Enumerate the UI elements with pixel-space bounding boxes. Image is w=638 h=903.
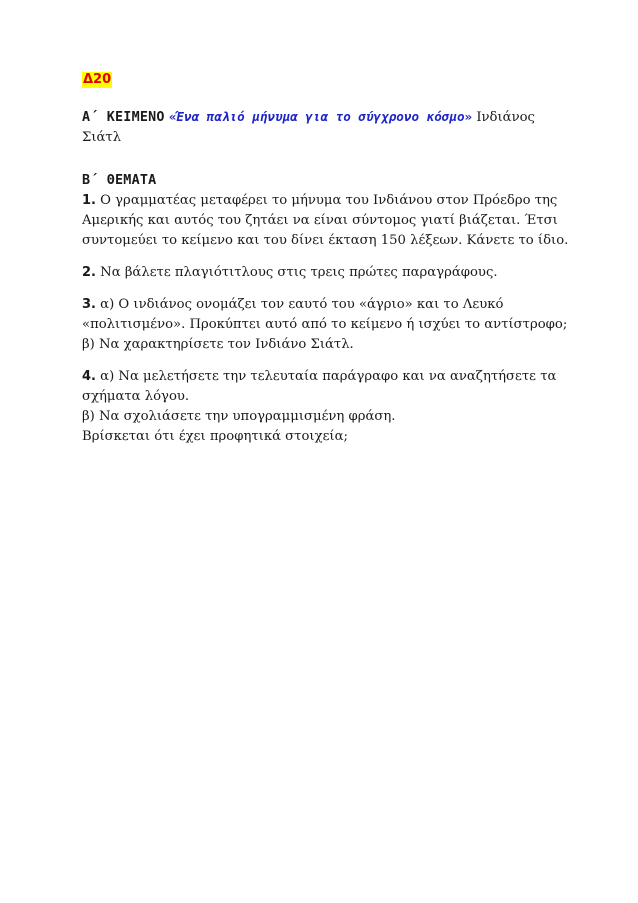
question-4-text-3: β) Να σχολιάσετε την υπογραμμισμένη φράση. [82, 409, 396, 424]
section-a [82, 107, 562, 148]
author-first-word: Ινδιάνος [472, 110, 535, 125]
question-3-number: 3. [82, 297, 96, 312]
question-4-number: 4. [82, 369, 96, 384]
question-2-number: 2. [82, 265, 96, 280]
question-3 [82, 295, 568, 355]
text-title [169, 109, 472, 124]
question-4-text-2: σχήματα λόγου. [82, 389, 190, 404]
author-second-word: Σιάτλ [82, 130, 122, 145]
question-1-number: 1. [82, 193, 96, 208]
question-1-line-1 [82, 191, 562, 211]
section-b [82, 171, 569, 447]
question-4-text-1: α) Να μελετήσετε την τελευταία παράγραφο και να αναζητήσετε τα [95, 369, 557, 384]
doc-code-row [82, 70, 562, 90]
section-a-heading: Α΄ ΚΕΙΜΕΝΟ [82, 110, 165, 125]
question-3-text-3: β) Να χαρακτηρίσετε τον Ινδιάνο Σιάτλ. [82, 337, 354, 352]
question-2-line-1 [82, 263, 562, 283]
question-3-text-2: «πολιτισμένο». Προκύπτει αυτό από το κείμενο ή ισχύει το αντίστροφο; [82, 317, 568, 332]
quote-open-mark: « [168, 109, 177, 124]
question-4 [82, 367, 562, 447]
question-2-text-1: Να βάλετε πλαγιότιτλους στις τρεις πρώτες παραγράφους. [95, 265, 498, 280]
question-4-text-4: Βρίσκεται ότι έχει προφητικά στοιχεία; [82, 429, 348, 444]
question-1-text-1: Ο γραμματέας μεταφέρει το μήνυμα του Ινδιάνου στον Πρόεδρο της [95, 193, 558, 208]
question-3-text-1: α) Ο ινδιάνος ονομάζει τον εαυτό του «άγριο» και το Λευκό [95, 297, 504, 312]
question-4-line-1 [82, 367, 562, 387]
quote-close-mark: » [464, 109, 473, 124]
question-1-text-3: συντομεύει το κείμενο και του δίνει έκταση 150 λέξεων. Κάνετε το ίδιο. [82, 233, 569, 248]
doc-code-label: Δ20 [83, 72, 112, 87]
question-2 [82, 263, 562, 283]
section-a-line-1 [82, 107, 562, 128]
question-3-line-1 [82, 295, 562, 315]
document-page [82, 70, 569, 447]
question-1-text-2: Αμερικής και αυτός του ζητάει να είναι σύντομος γιατί βιάζεται. Έτσι [82, 213, 558, 228]
text-title-words: Ένα παλιό μήνυμα για το σύγχρονο κόσμο [176, 109, 465, 124]
question-1 [82, 191, 569, 251]
section-b-heading: Β΄ ΘΕΜΑΤΑ [82, 173, 157, 188]
